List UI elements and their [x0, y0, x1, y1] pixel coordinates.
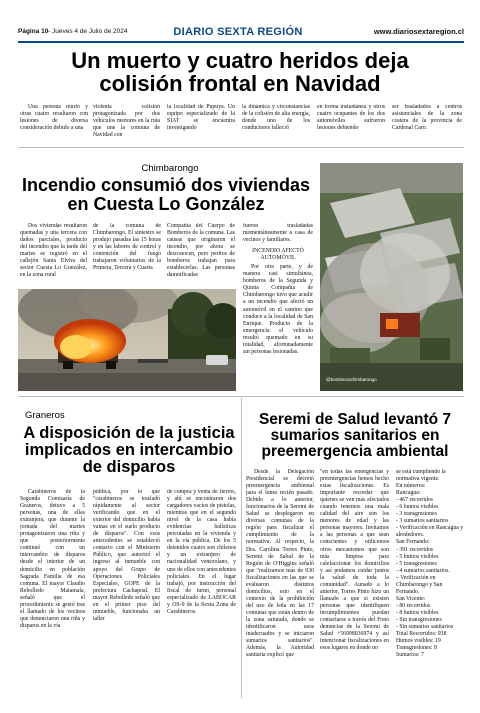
story1-col-1: Una persona murió y otras cuatro resultaron con lesiones de diversa consideración debido a una: [20, 104, 88, 132]
story3-headline: A disposición de la justicia implicados en intercambio de disparos: [23, 424, 235, 477]
story1-headline: Un muerto y cuatro heridos deja colisión frontal en Navidad: [71, 48, 409, 96]
newspaper-name: DIARIO SEXTA REGIÓN: [173, 26, 303, 38]
fire-photo: [18, 289, 236, 391]
page-number: Página 10: [18, 28, 49, 35]
stats-line: San Vicente:: [396, 595, 426, 602]
stats-line: Rancagua:: [396, 490, 421, 497]
story2-section: Chimbarongo: [141, 163, 199, 174]
stats-line: - 391 recorridos: [396, 546, 434, 553]
stats-line: - 4 sumarios sanitarios.: [396, 567, 450, 574]
stats-line: - Verificación en Rancagua y alrededores.: [396, 525, 464, 539]
stats-line: se está cumpliendo la normativa vigente.: [396, 469, 446, 483]
stats-line: - 467 recorridos: [396, 497, 434, 504]
stats-line: Total Recorridos: 938: [396, 631, 447, 638]
story3-section: Graneros: [25, 410, 65, 421]
story3-col-1: Carabineros de la Segunda Comisaría de Graneros, detuvo a 5 personas, una de ellas extranjera, que durante la jornada del martes protagonizaron una riña y que posteriormente continuó con un intercambio de disparos desde el interior de un domicilio en población Sagrada Familia de esa comuna. El mayor Claudio Rebolledo Matamala, señaló que el procedimiento se gestó tras el llamado de los vecinos que denunciaron una riña y disparos en la vía: [20, 489, 85, 629]
story2-col-3: Compañía del Cuerpo de Bomberos de la comuna. Las causas que originaron el incendio, por ahora se desconocen, pero peritos de bomberos trabajan para establecerlas. Las personas damnificadas: [167, 223, 235, 279]
stats-line: Transgresiones: 8: [396, 645, 437, 652]
stats-line: - 3 transgresiones: [396, 511, 437, 518]
divider: [18, 147, 464, 148]
story2-col-1: Dos viviendas resultaron quemadas y una tercera con daños parciales, producto del incendio que la tarde del martes se registró en el callejón Santa Elvira del sector Cuesta Lo González, en la zona rural: [20, 223, 87, 279]
issue-date: - Jueves 4 de Julio de 2024: [48, 28, 128, 35]
aerial-photo: [320, 163, 463, 391]
story2-col-4b-text: Por otra parte, y de manera casi simultánea, bomberos de la Segunda y Quinta Compañía de Chimbarongo tuvo que acudir a un incendio que afectó un automóvil en el camino que conduce a la localidad de San Enrique. Producto de la emergencia el vehículo resultó quemado en su totalidad, afortunadamente sin personas lesionadas.: [243, 264, 313, 355]
divider: [18, 396, 464, 397]
stats-line: En números:: [396, 483, 426, 490]
page-header: [18, 26, 464, 40]
column-divider: [241, 398, 242, 698]
header-rule: [18, 41, 464, 43]
photo-credit: @bomberoschimbarongo: [326, 377, 377, 382]
story2-col-4-text: fueron trasladadas momentáneamente a casa de vecinos y familiares.: [243, 223, 313, 244]
stats-line: – Verificación en Chimbarongo y San Fernando.: [396, 574, 443, 595]
story2-subhead: INCENDIO AFECTÓ AUTOMÓVIL: [252, 248, 304, 262]
stats-line: - 5 transgresiones: [396, 560, 437, 567]
story2-col-2: de la comuna de Chimbarongo. El siniestro se produjo pasadas las 15 horas y en las labores de control y contención del fuego trabajaron voluntarios de la Primera, Tercera y Cuarta: [93, 223, 161, 272]
stats-line: - Sin sumarios sanitarios: [396, 624, 454, 631]
stats-line: - Sin transgresiones: [396, 616, 442, 623]
stats-line: Sumarios: 7: [396, 652, 424, 659]
website-link[interactable]: www.diariosextaregion.cl: [373, 27, 464, 36]
story1-col-4: la dinámica y circunstancias de la colisión de alta energía, donde uno de los conductores falleció: [242, 104, 310, 132]
story2-col-4: [243, 223, 313, 391]
story3-col-2: pública, por lo que "carabineros se trasladó rápidamente al sector verificando que en el exterior del domicilio había vainas en el suelo producto de disparos". Con esos antecedentes se estableció contacto con el Ministerio Público, que autorizó el ingreso al inmueble con apoyo del Grupo de Operaciones Policiales Especiales, GOPE de la prefectura Cachapoal. El mayor Rebolledo señaló que en el primer piso del inmueble, funcionaba un taller: [93, 489, 160, 622]
story4-col-3: [396, 469, 464, 701]
stats-line: - 6 humos visibles: [396, 504, 439, 511]
stats-line: San Fernando:: [396, 539, 430, 546]
story2-headline: Incendio consumió dos viviendas en Cuesta Lo González: [21, 175, 311, 214]
story3-col-3: de compra y venta de fierros, y ahí se encontraron dos cargadores vacíos de pistolas, mientras que en el segundo nivel de la casa había evidencias balísticas percutadas en la vivienda y en la vía pública. De los 5 detenidos cuatro son chilenos y un extranjero de nacionalidad venezolano, y uno de ellos con antecedentes policiales. En el lugar trabajó, por instrucción del fiscal de turno, personal especializado de LABOCAR y OS-9 de la Sexta Zona de Carabineros.: [167, 489, 236, 615]
story4-col-2: "en todas las emergencias y preemergencias hemos hecho estas fiscalizaciones. Es importante recordar que quienes se ven más afectados cuando tenemos una mala calidad del aire son los menores de edad y las personas mayores. Invitamos a las personas a que sean conscientes y utilicemos otros mecanismos que son más limpios para calefaccionar los domicilios y así podamos cuidar juntos la salud de toda la comunidad". Aunado a lo anterior, Torres Pinto hizo un llamado a que si existen personas que identifiquen incumplimientos puedan contactarse a través del Fono denuncias de la Seremi de Salud +56998036974 y así intencionar fiscalizaciones en esos lugares en donde no: [320, 469, 389, 652]
story4-headline: Seremi de Salud levantó 7 sumarios sanitarios en preemergencia ambiental: [258, 411, 452, 461]
story1-col-5: en forma instantánea y otros cuatro ocupantes de los dos automóviles sufrieron lesiones debiendo: [317, 104, 385, 132]
stats-line: - 8 humos visibles: [396, 609, 439, 616]
story1-col-6: ser trasladados a centros asistenciales de la zona costera de la provincia de Cardenal Caro.: [392, 104, 462, 132]
stats-line: - 3 sumarios sanitarios: [396, 518, 449, 525]
stats-line: Humos visibles: 19: [396, 638, 441, 645]
story1-col-2: violenta colisión protagonizada por dos vehículos menores en la ruta que une la comuna de Navidad con: [93, 104, 160, 139]
story1-col-3: la localidad de Pupuya. Un equipo especializado de la SIAT se encuentra investigando: [167, 104, 235, 132]
stats-line: - 80 recorridos: [396, 602, 431, 609]
story4-col-1: Desde la Delegación Presidencial se decretó preemergencia ambiental para el lunes recién pasado. Debido a lo anterior, funcionarios de la Seremi de Salud se desplegaron en diversas comunas de la región para fiscalizar el cumplimiento de la normativa. Al respecto, la Dra. Carolina Torres Pinto, Seremi de Salud de la Región de O'Higgins señaló que "realizamos más de 930 fiscalizaciones en las que se evaluaron distintos domicilios, esto en el contexto de la prohibición del uso de leña en las 17 comunas que están dentro de la zona saturada, donde se identificaron usos inadecuados y se iniciaron sumarios sanitarios". Además, la Autoridad sanitaria explicó que: [246, 469, 314, 659]
stats-line: - 5 humos visibles: [396, 553, 439, 560]
